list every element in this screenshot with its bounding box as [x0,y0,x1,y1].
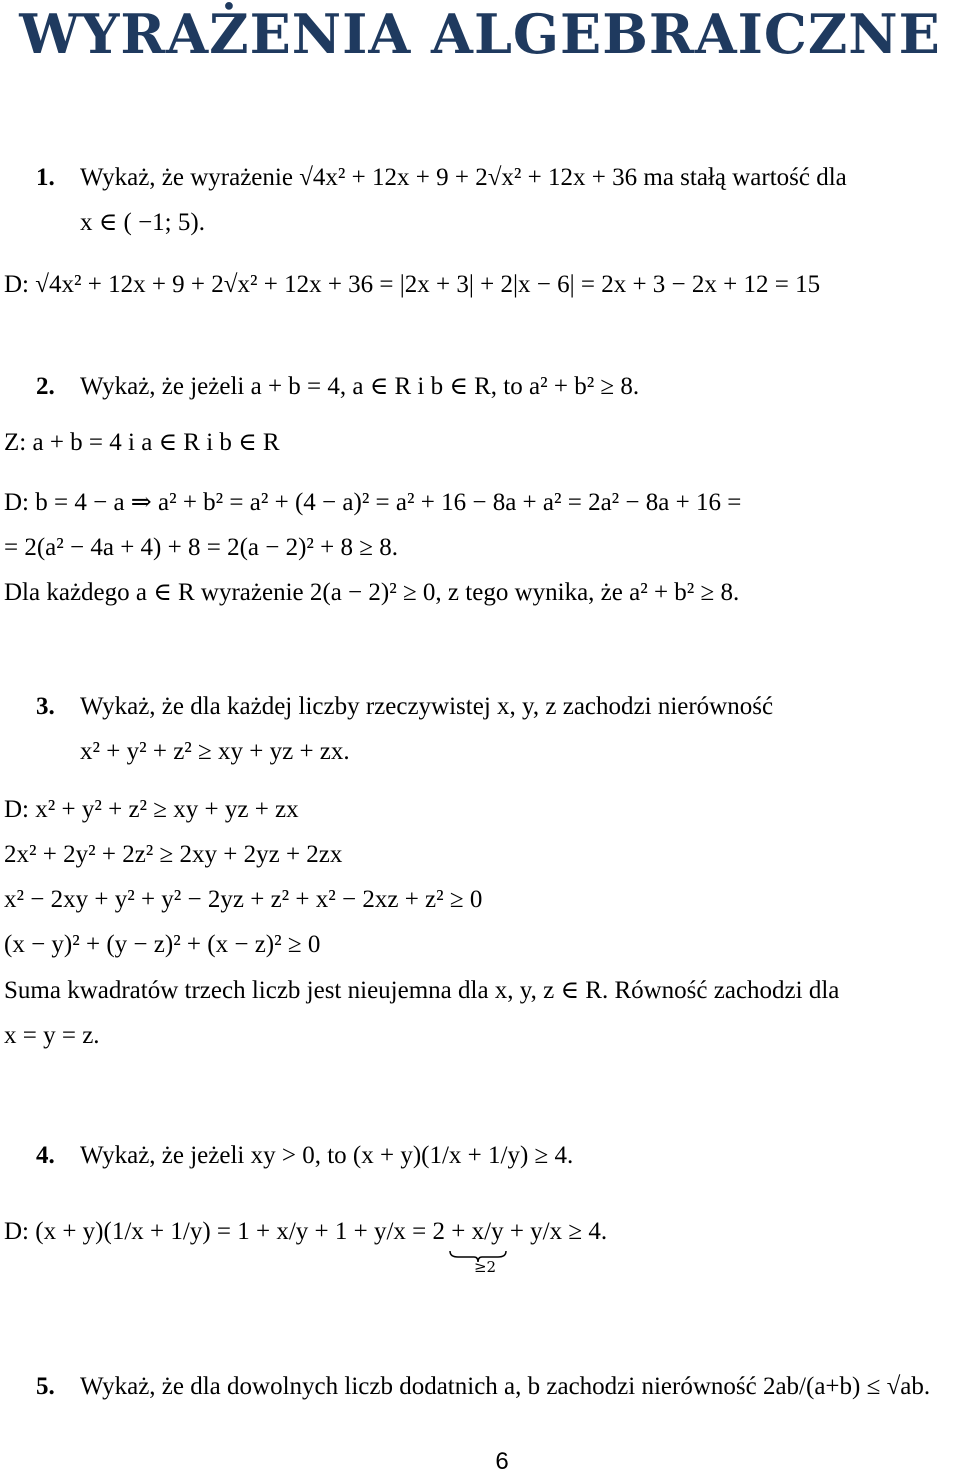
task-2-solution-line-1: D: b = 4 − a ⇒ a² + b² = a² + (4 − a)² = a² + 16 − 8a + a² = 2a² − 8a + 16 = [4,489,742,516]
task-3-number: 3. [36,693,55,720]
task-4-solution: D: (x + y)(1/x + 1/y) = 1 + x/y + 1 + y/x = 2 + x/y + y/x ≥ 4. [4,1218,608,1245]
task-3-statement-cont: x² + y² + z² ≥ xy + yz + zx. [80,738,350,765]
task-4-statement: Wykaż, że jeżeli xy > 0, to (x + y)(1/x + 1/y) ≥ 4. [80,1142,574,1169]
task-2-solution-line-2: = 2(a² − 4a + 4) + 8 = 2(a − 2)² + 8 ≥ 8. [4,534,398,561]
task-2-given: Z: a + b = 4 i a ∈ R i b ∈ R [4,429,280,456]
task-2-number: 2. [36,373,55,400]
task-3-solution-line-3: x² − 2xy + y² + y² − 2yz + z² + x² − 2xz + z² ≥ 0 [4,886,483,913]
task-1-solution: D: √4x² + 12x + 9 + 2√x² + 12x + 36 = |2x + 3| + 2|x − 6| = 2x + 3 − 2x + 12 = 15 [4,271,821,298]
task-3-statement: Wykaż, że dla każdej liczby rzeczywistej x, y, z zachodzi nierówność [80,693,774,720]
task-3-solution-line-1: D: x² + y² + z² ≥ xy + yz + zx [4,796,299,823]
task-1-statement: Wykaż, że wyrażenie √4x² + 12x + 9 + 2√x² + 12x + 36 ma stałą wartość dla [80,164,847,191]
task-5-statement: Wykaż, że dla dowolnych liczb dodatnich a, b zachodzi nierówność 2ab/(a+b) ≤ √ab. [80,1373,931,1400]
task-2-statement: Wykaż, że jeżeli a + b = 4, a ∈ R i b ∈ R, to a² + b² ≥ 8. [80,373,640,400]
task-3-solution-line-2: 2x² + 2y² + 2z² ≥ 2xy + 2yz + 2zx [4,841,343,868]
task-3-solution-line-6: x = y = z. [4,1022,100,1049]
task-4-number: 4. [36,1142,55,1169]
task-1-number: 1. [36,164,55,191]
page-title: WYRAŻENIA ALGEBRAICZNE [19,2,941,66]
task-3-solution-line-4: (x − y)² + (y − z)² + (x − z)² ≥ 0 [4,931,321,958]
task-5-number: 5. [36,1373,55,1400]
task-1-statement-cont: x ∈ ( −1; 5). [80,209,205,236]
task-3-solution-line-5: Suma kwadratów trzech liczb jest nieujemna dla x, y, z ∈ R. Równość zachodzi dla [4,977,840,1004]
task-2-solution-line-3: Dla każdego a ∈ R wyrażenie 2(a − 2)² ≥ 0, z tego wynika, że a² + b² ≥ 8. [4,579,740,606]
underbrace-label: ≥2 [473,1258,497,1276]
page-number: 6 [495,1448,509,1475]
